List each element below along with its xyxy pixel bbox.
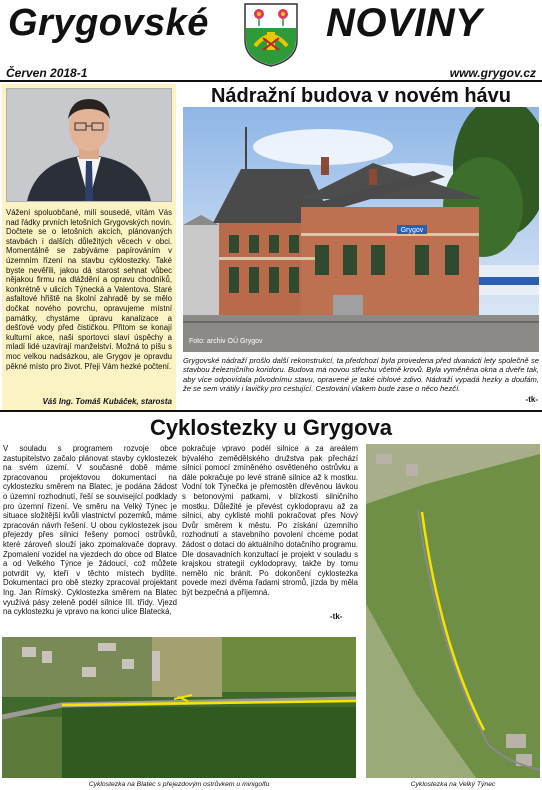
map-velky-tynec	[366, 444, 540, 778]
article2-author: -tk-	[330, 612, 343, 621]
article1-author: -tk-	[525, 395, 538, 404]
issue-label: Červen 2018-1	[6, 66, 88, 80]
map-blatec	[2, 637, 356, 778]
masthead-title-right: NOVINY	[326, 1, 483, 45]
article2-headline: Cyklostezky u Grygova	[149, 415, 393, 440]
photo-credit: Foto: archiv OÚ Grygov	[189, 338, 263, 345]
section-rule	[0, 410, 542, 412]
map-velky-tynec-caption: Cyklostezka na Velký Týnec	[410, 781, 496, 788]
station-sign: Grygov	[400, 227, 424, 234]
intro-signature: Váš Ing. Tomáš Kubáček, starosta	[42, 397, 172, 406]
intro-text: Vážení spoluobčané, milí sousedé, vítám Vás nad řádky prvních letošních Grygovských novin. Dočtete se o letošních akcích, plánovaných stavbách i dalších důležitých věcech v obci. Momentálně se zabýváme papírováním v územním řízení na stavbu cyklostezky. Také byste nevěřili, jakou dá starost sehnat vůbec nějakou firmu na dláždění a opravu chodníků, konkrétně v ulicích Týnecká a Valentova. Staré asfaltové hřiště na školní zahradě by se mělo dočkat nového povrchu, opravujeme místní památky, chystáme úpravu kanalizace a dešťové vody před čističkou. Přitom se konají kulturní akce, naši sportovci slaví úspěchy a mladí lidé uzavírají manželství. Možná to píšu s moc velkou nadsázkou, ale Grygov je opravdu pěkné místo pro život. Přeji Vám hezké počtení.	[6, 208, 172, 371]
article2-column-1: V souladu s programem rozvoje obce zastupitelstvo začalo plánovat stavby cyklostezek na svém území. V současné době máme zpracovanou projektovou dokumentaci na cyklostezku směrem na Blatec, je podána žádost o územní rozhodnutí, řeší se související podklady pro územní řízení. Ve směru na Velký Týnec je situace složitější kvůli vlastnictví pozemků, máme zpracován návrh řešení. U obou cyklostezek jsou přejezdy přes silnici řešeny pomocí ostrůvků, které zároveň slouží jako zpomalovače dopravy. Zpomalení vozidel na vjezdech do obce od Blatce a od Velkého Týnce je žádoucí, což můžete potvrdit vy, kteří v těchto místech bydlíte. Dokumentaci pro obě stezky zpracoval projektant Ing. Jan Římský. Cyklostezka směrem na Blatec využívá pásy zeleně podél silnice III. třídy. Vjezd na cyklostezku je vpravo na konci ulice Blatecká,	[3, 444, 177, 617]
station-caption: Grygovské nádraží prošlo další rekonstrukcí, ta předchozí byla provedena před dvanácti lety společně se stavbou železničního koridoru. Budova má novou střechu včetně krovů. Byla vyměněna okna a dveře tak, aby více odpovídala původnímu stavu, opravené je také cihlové zdivo. Nádraží vypadá hezky a doufám, že se sem vrátily i lavičky pro cestující. Cestování vlakem bude zase o něco hezčí.	[183, 356, 539, 394]
map-blatec-caption: Cyklostezka na Blatec s přejezdovým ostrůvkem u minigolfu	[88, 781, 270, 788]
article1-headline: Nádražní budova v novém hávu	[210, 85, 512, 107]
station-photo	[183, 107, 539, 352]
masthead-rule	[0, 80, 542, 82]
coat-of-arms-logo	[241, 2, 301, 68]
masthead-title-left: Grygovské	[8, 2, 209, 44]
mayor-portrait	[6, 88, 172, 202]
website-link[interactable]: www.grygov.cz	[449, 66, 536, 80]
article2-column-2: pokračuje vpravo podél silnice a za areálem bývalého zemědělského družstva pak přechází silnici pomocí zmíněného osvětleného ostrůvku a dále pokračuje po levé straně silnice až k mostku. Vodní tok Týnečka je přemostěn dřevěnou lávkou s betonovými patkami, v blízkosti silničního mostku. Důležité je převést cyklodopravu až za silnici, aby cyklisté mohli pokračovat přes Nový Dvůr směrem k městu. Po získání územního rozhodnutí a stavebního povolení chceme podat žádost o dotaci do aktuálního dotačního programu. Dle dosavadních konzultací je projekt v souladu s krajskou strategií cyklodopravy, takže by tomu nemělo nic bránit. Po dokončení cyklostezka povede mezi dvěma řadami stromů, jízda by měla být bezpečná a příjemná.	[182, 444, 358, 597]
